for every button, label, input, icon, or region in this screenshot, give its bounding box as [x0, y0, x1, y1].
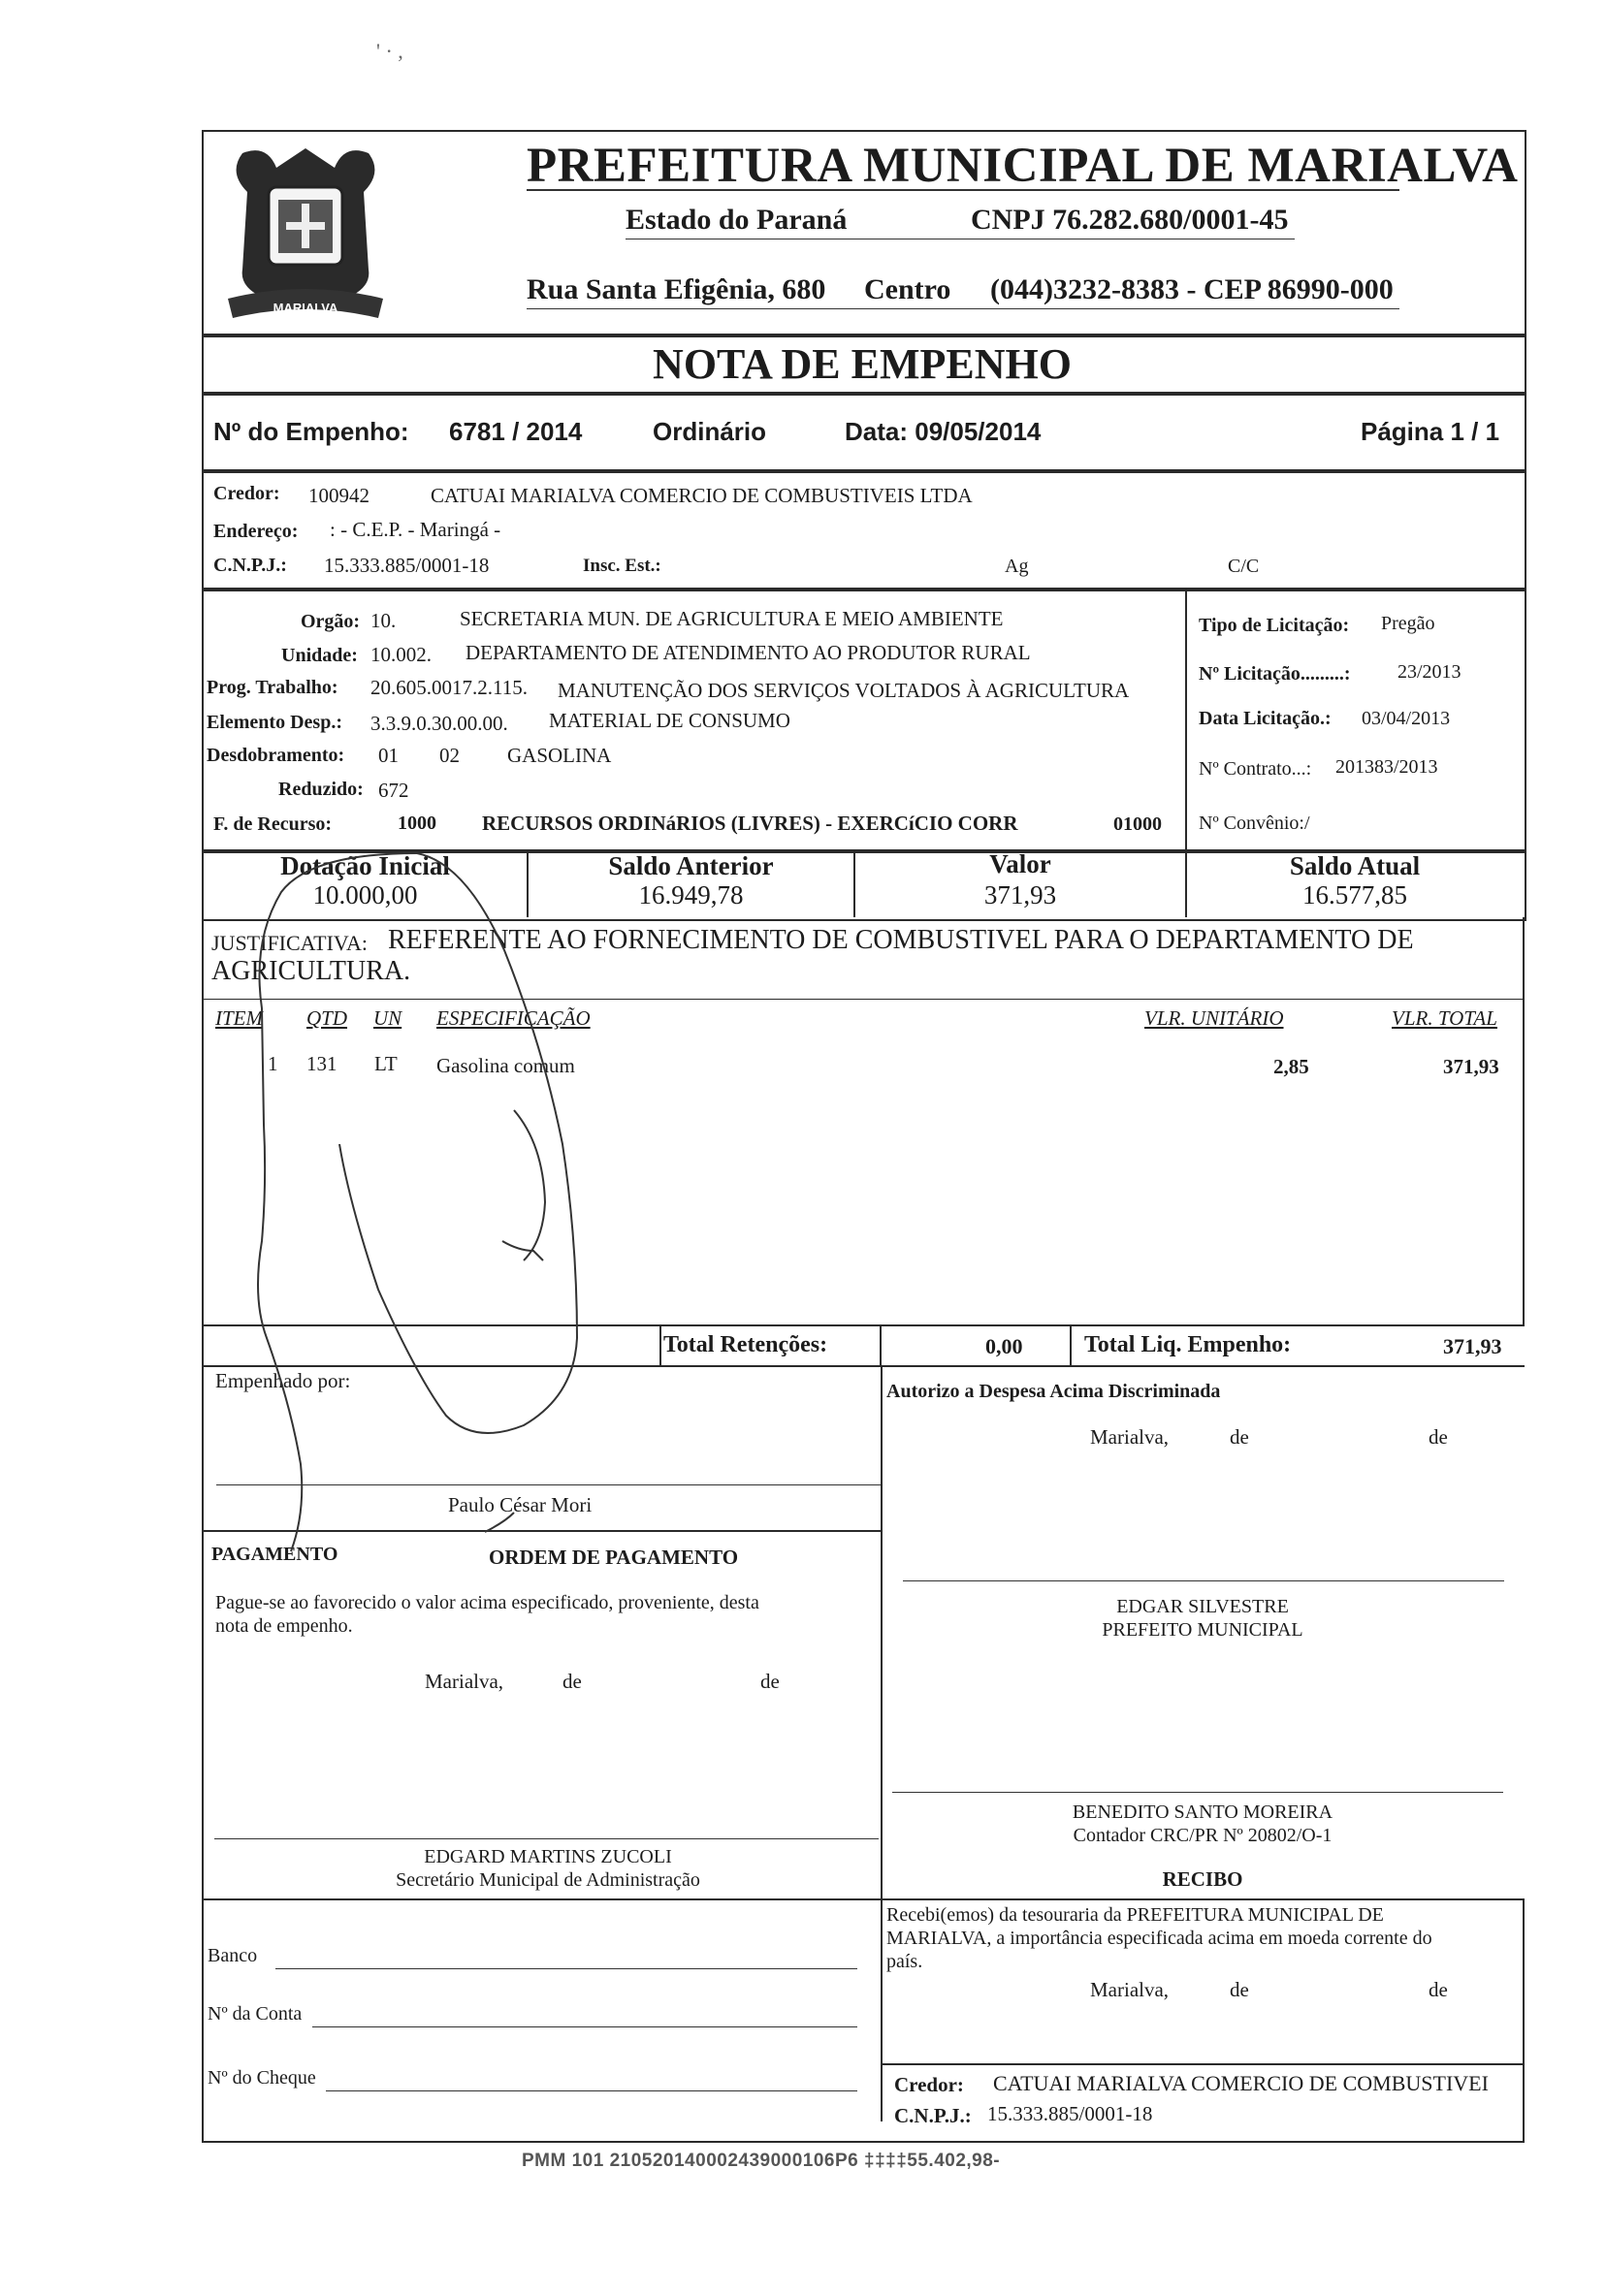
item-row-total: 371,93	[1443, 1055, 1499, 1078]
prefeitura-title: PREFEITURA MUNICIPAL DE MARIALVA	[527, 139, 1519, 193]
credor-footer-label: Credor:	[894, 2073, 964, 2096]
recibo-line3: país.	[886, 1951, 923, 1972]
item-row-item: 1	[268, 1052, 278, 1075]
prog-trabalho-name: MANUTENÇÃO DOS SERVIÇOS VOLTADOS À AGRICULTURA	[558, 679, 1130, 702]
desdobramento-name: GASOLINA	[507, 744, 612, 767]
unidade-name: DEPARTAMENTO DE ATENDIMENTO AO PRODUTOR RURAL	[466, 641, 1031, 664]
items-right-border	[1523, 917, 1525, 1324]
top-marks: ' · ,	[376, 39, 403, 63]
totals-divider-3	[1070, 1324, 1072, 1365]
autorizo-city: Marialva,	[1090, 1425, 1170, 1449]
insc-est-label: Insc. Est.:	[583, 556, 661, 576]
endereco-value: : - C.E.P. - Maringá -	[330, 518, 501, 541]
prefeito-sign-line	[903, 1580, 1504, 1581]
col-header-vlr-unitario: VLR. UNITÁRIO	[1144, 1006, 1284, 1030]
contador-name: BENEDITO SANTO MOREIRA	[1072, 1802, 1333, 1823]
recurso-name: RECURSOS ORDINáRIOS (LIVRES) - EXERCíCIO CORR	[482, 812, 1018, 835]
credor-cnpj-label: C.N.P.J.:	[213, 555, 287, 576]
recibo-top-line	[881, 1898, 1525, 1900]
credor-footer-cnpj: 15.333.885/0001-18	[987, 2102, 1153, 2125]
justificativa-line1: REFERENTE AO FORNECIMENTO DE COMBUSTIVEL PARA O DEPARTAMENTO DE	[388, 925, 1414, 955]
contador-role: Contador CRC/PR Nº 20802/O-1	[1073, 1825, 1333, 1846]
retencoes-label: Total Retenções:	[663, 1332, 828, 1357]
prefeito-role: PREFEITO MUNICIPAL	[1102, 1619, 1303, 1641]
banco-top-line	[202, 1898, 881, 1900]
bottom-stamp: PMM 101 210520140002439000106P6 ‡‡‡‡55.402,98-	[522, 2151, 1001, 2171]
totals-divider-2	[880, 1324, 882, 1365]
recurso-code2: 01000	[1113, 813, 1162, 835]
empenhado-label: Empenhado por:	[215, 1369, 351, 1392]
empenho-number: 6781 / 2014	[449, 417, 583, 446]
coat-of-arms-icon	[209, 134, 402, 328]
saldo-atual-value: 16.577,85	[1302, 880, 1407, 909]
conta-label: Nº da Conta	[208, 2003, 303, 2025]
orgao-label: Orgão:	[301, 611, 361, 632]
banco-label: Banco	[208, 1945, 258, 1966]
credor-footer-name: CATUAI MARIALVA COMERCIO DE COMBUSTIVEI	[993, 2071, 1489, 2095]
saldo-anterior-value: 16.949,78	[638, 880, 744, 909]
reduzido-label: Reduzido:	[278, 779, 364, 800]
col-header-item: ITEM	[215, 1006, 263, 1030]
classificacao-divider	[1185, 588, 1187, 849]
numero-licitacao-label: Nº Licitação.........:	[1199, 663, 1351, 685]
item-row-spec: Gasolina comum	[436, 1054, 575, 1077]
empenhado-name: Paulo César Mori	[448, 1493, 593, 1516]
credor-cnpj: 15.333.885/0001-18	[324, 554, 490, 577]
signature-strokes	[194, 834, 698, 1571]
justificativa-label: JUSTIFICATIVA:	[211, 931, 368, 955]
recibo-right-border	[1523, 1898, 1525, 2141]
credor-code: 100942	[308, 484, 369, 507]
col-header-un: UN	[373, 1006, 402, 1030]
dotacao-value: 10.000,00	[312, 880, 418, 909]
saldo-atual-label: Saldo Atual	[1289, 851, 1421, 880]
credor-label: Credor:	[213, 483, 280, 504]
recurso-label: F. de Recurso:	[213, 813, 333, 835]
reduzido-value: 672	[378, 779, 409, 802]
pagamento-de1: de	[562, 1670, 582, 1693]
unidade-code: 10.002.	[370, 643, 432, 666]
retencoes-value: 0,00	[985, 1334, 1023, 1358]
recibo-title: RECIBO	[1162, 1867, 1243, 1891]
address-underline	[527, 308, 1399, 309]
recibo-city: Marialva,	[1090, 1978, 1170, 2001]
elemento-label: Elemento Desp.:	[207, 712, 342, 733]
liquido-value: 371,93	[1443, 1334, 1502, 1358]
elemento-code: 3.3.9.0.30.00.00.	[370, 712, 508, 735]
ordem-pagamento-title: ORDEM DE PAGAMENTO	[489, 1546, 739, 1569]
empenho-type: Ordinário	[653, 417, 767, 446]
autorizo-de1: de	[1230, 1425, 1249, 1449]
pagamento-label: PAGAMENTO	[211, 1544, 338, 1565]
cheque-line	[326, 2090, 857, 2091]
valor-value: 371,93	[983, 880, 1057, 909]
recibo-de1: de	[1230, 1978, 1249, 2001]
state-text: Estado do Paraná	[626, 204, 848, 236]
page-number: Página 1 / 1	[1361, 417, 1500, 446]
credor-name: CATUAI MARIALVA COMERCIO DE COMBUSTIVEIS LTDA	[431, 484, 973, 507]
tipo-licitacao-label: Tipo de Licitação:	[1199, 615, 1350, 636]
endereco-label: Endereço:	[213, 521, 299, 542]
conta-line	[312, 2026, 857, 2027]
orgao-code: 10.	[370, 609, 397, 632]
banco-line	[275, 1968, 857, 1969]
credor-footer-top-line	[881, 2063, 1525, 2065]
recibo-line1: Recebi(emos) da tesouraria da PREFEITURA MUNICIPAL DE	[886, 1904, 1384, 1926]
col-header-vlr-total: VLR. TOTAL	[1392, 1006, 1497, 1030]
valor-label: Valor	[989, 849, 1051, 878]
desdobramento-code1: 01	[378, 744, 399, 767]
contrato-label: Nº Contrato...:	[1199, 758, 1312, 780]
cc-label: C/C	[1228, 556, 1260, 577]
prog-trabalho-code: 20.605.0017.2.115.	[370, 676, 528, 699]
ag-label: Ag	[1005, 556, 1029, 577]
pagamento-sign-line	[214, 1838, 879, 1839]
pagamento-signer-role: Secretário Municipal de Administração	[396, 1869, 700, 1891]
prog-trabalho-label: Prog. Trabalho:	[207, 677, 338, 698]
nota-empenho-title: NOTA DE EMPENHO	[653, 340, 1072, 388]
desdobramento-label: Desdobramento:	[207, 745, 345, 766]
pagamento-text1: Pague-se ao favorecido o valor acima especificado, proveniente, desta	[215, 1592, 759, 1613]
bottom-frame-line	[202, 2141, 1525, 2143]
dotacao-label: Dotação Inicial	[280, 851, 450, 880]
district-text: Centro	[864, 273, 951, 305]
phone-cep-text: (044)3232-8383 - CEP 86990-000	[990, 273, 1394, 305]
col-header-especificacao: ESPECIFICAÇÃO	[436, 1006, 591, 1030]
data-licitacao-value: 03/04/2013	[1362, 708, 1451, 729]
elemento-name: MATERIAL DE CONSUMO	[549, 709, 790, 732]
numero-licitacao-value: 23/2013	[1397, 661, 1461, 683]
pagamento-signer-name: EDGARD MARTINS ZUCOLI	[424, 1846, 672, 1867]
convenio-label: Nº Convênio:/	[1199, 813, 1310, 834]
item-row-un: LT	[374, 1052, 398, 1075]
data-licitacao-label: Data Licitação.:	[1199, 708, 1332, 729]
orgao-name: SECRETARIA MUN. DE AGRICULTURA E MEIO AMBIENTE	[460, 607, 1004, 630]
contador-sign-line	[892, 1792, 1503, 1793]
autorizo-de2: de	[1429, 1425, 1448, 1449]
pagamento-city: Marialva,	[425, 1670, 504, 1693]
prefeito-name: EDGAR SILVESTRE	[1116, 1596, 1289, 1617]
desdobramento-code2: 02	[439, 744, 460, 767]
cheque-label: Nº do Cheque	[208, 2067, 316, 2089]
col-header-qtd: QTD	[306, 1006, 348, 1030]
recurso-code: 1000	[398, 813, 436, 834]
cnpj-text: CNPJ 76.282.680/0001-45	[971, 204, 1289, 236]
title-underline	[527, 189, 1399, 191]
unidade-label: Unidade:	[281, 645, 358, 666]
recibo-de2: de	[1429, 1978, 1448, 2001]
autorizo-divider	[881, 1365, 883, 2121]
svg-text:MARIALVA: MARIALVA	[273, 301, 338, 315]
autorizo-text: Autorizo a Despesa Acima Discriminada	[886, 1381, 1221, 1402]
item-row-unit: 2,85	[1273, 1055, 1309, 1078]
tipo-licitacao-value: Pregão	[1381, 613, 1435, 634]
empenho-number-label: Nº do Empenho:	[213, 417, 409, 446]
pagamento-text2: nota de empenho.	[215, 1615, 353, 1637]
street-text: Rua Santa Efigênia, 680	[527, 273, 826, 305]
recibo-line2: MARIALVA, a importância especificada acima em moeda corrente do	[886, 1928, 1432, 1949]
credor-footer-cnpj-label: C.N.P.J.:	[894, 2104, 972, 2127]
contrato-value: 201383/2013	[1335, 756, 1438, 778]
pagamento-de2: de	[760, 1670, 780, 1693]
justificativa-line2: AGRICULTURA.	[211, 956, 411, 986]
saldo-anterior-label: Saldo Anterior	[608, 851, 774, 880]
item-row-qtd: 131	[306, 1052, 337, 1075]
liquido-label: Total Liq. Empenho:	[1084, 1332, 1292, 1357]
empenho-date: Data: 09/05/2014	[845, 417, 1042, 446]
